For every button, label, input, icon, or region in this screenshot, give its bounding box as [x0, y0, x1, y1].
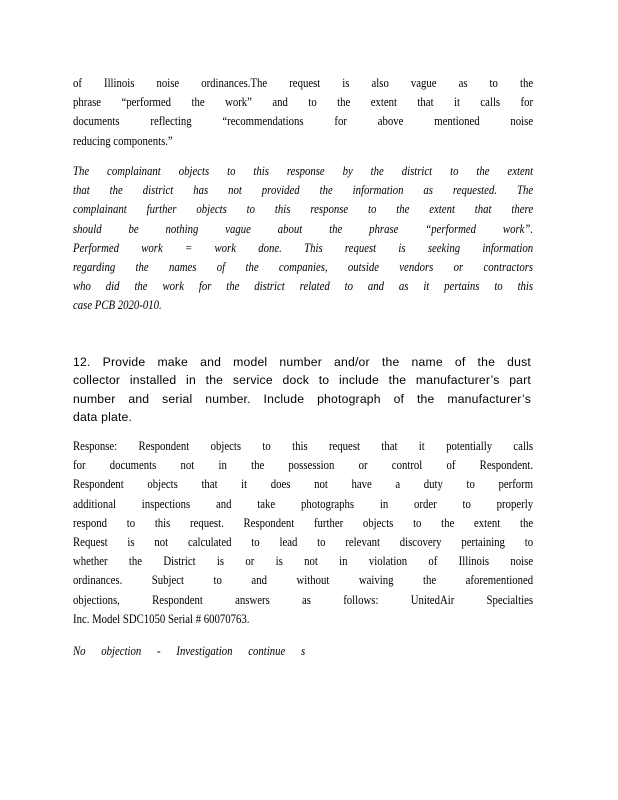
text-line: objections, Respondent answers as follows: UnitedAir Specialties [73, 592, 534, 607]
text-line: Inc. Model SDC1050 Serial # 60070763. [73, 611, 250, 626]
text-line: collector installed in the service dock to include the manufacturer’s part [73, 373, 531, 388]
text-line: for documents not in the possession or control of Respondent. [73, 458, 534, 473]
text-line: 12. Provide make and model number and/or the name of the dust [73, 355, 531, 369]
text-line: documents reflecting “recommendations for above mentioned noise [73, 114, 534, 129]
text-line: whether the District is or is not in violation of Illinois noise [73, 554, 534, 569]
complainant-reply-paragraph [73, 162, 534, 316]
text-line: that the district has not provided the information as requested. The [73, 183, 534, 198]
text-line: complainant further objects to this response to the extent that there [73, 202, 534, 217]
text-line: number and serial number. Include photograph of the manufacturer’s [73, 391, 531, 406]
text-line: phrase “performed the work” and to the extent that it calls for [73, 95, 534, 110]
text-line: respond to this request. Respondent further objects to the extent the [73, 515, 534, 530]
text-line: No objection - Investigation continue s [73, 644, 306, 658]
text-line: Respondent objects that it does not have a duty to perform [73, 477, 534, 492]
text-line: case PCB 2020-010. [73, 298, 162, 313]
request-12-paragraph [73, 353, 533, 427]
text-line: reducing components.” [73, 133, 173, 148]
text-line: Performed work = work done. This request is seeking information [73, 240, 534, 255]
text-line: of Illinois noise ordinances.The request is also vague as to the [73, 76, 534, 90]
text-line: The complainant objects to this response by the district to the extent [73, 164, 534, 178]
text-line: ordinances. Subject to and without waiving the aforementioned [73, 573, 534, 588]
status-note-paragraph [73, 642, 469, 661]
text-line: who did the work for the district related to and as it pertains to this [73, 279, 534, 294]
text-line: Response: Respondent objects to this request that it potentially calls [73, 439, 534, 453]
text-line: additional inspections and take photographs in order to properly [73, 496, 534, 511]
text-line: Request is not calculated to lead to relevant discovery pertaining to [73, 534, 534, 549]
objection-paragraph [73, 74, 534, 151]
text-line: should be nothing vague about the phrase “performed work”. [73, 221, 534, 236]
response-paragraph [73, 437, 534, 629]
text-line: regarding the names of the companies, outside vendors or contractors [73, 259, 534, 274]
text-line: data plate. [73, 410, 133, 425]
